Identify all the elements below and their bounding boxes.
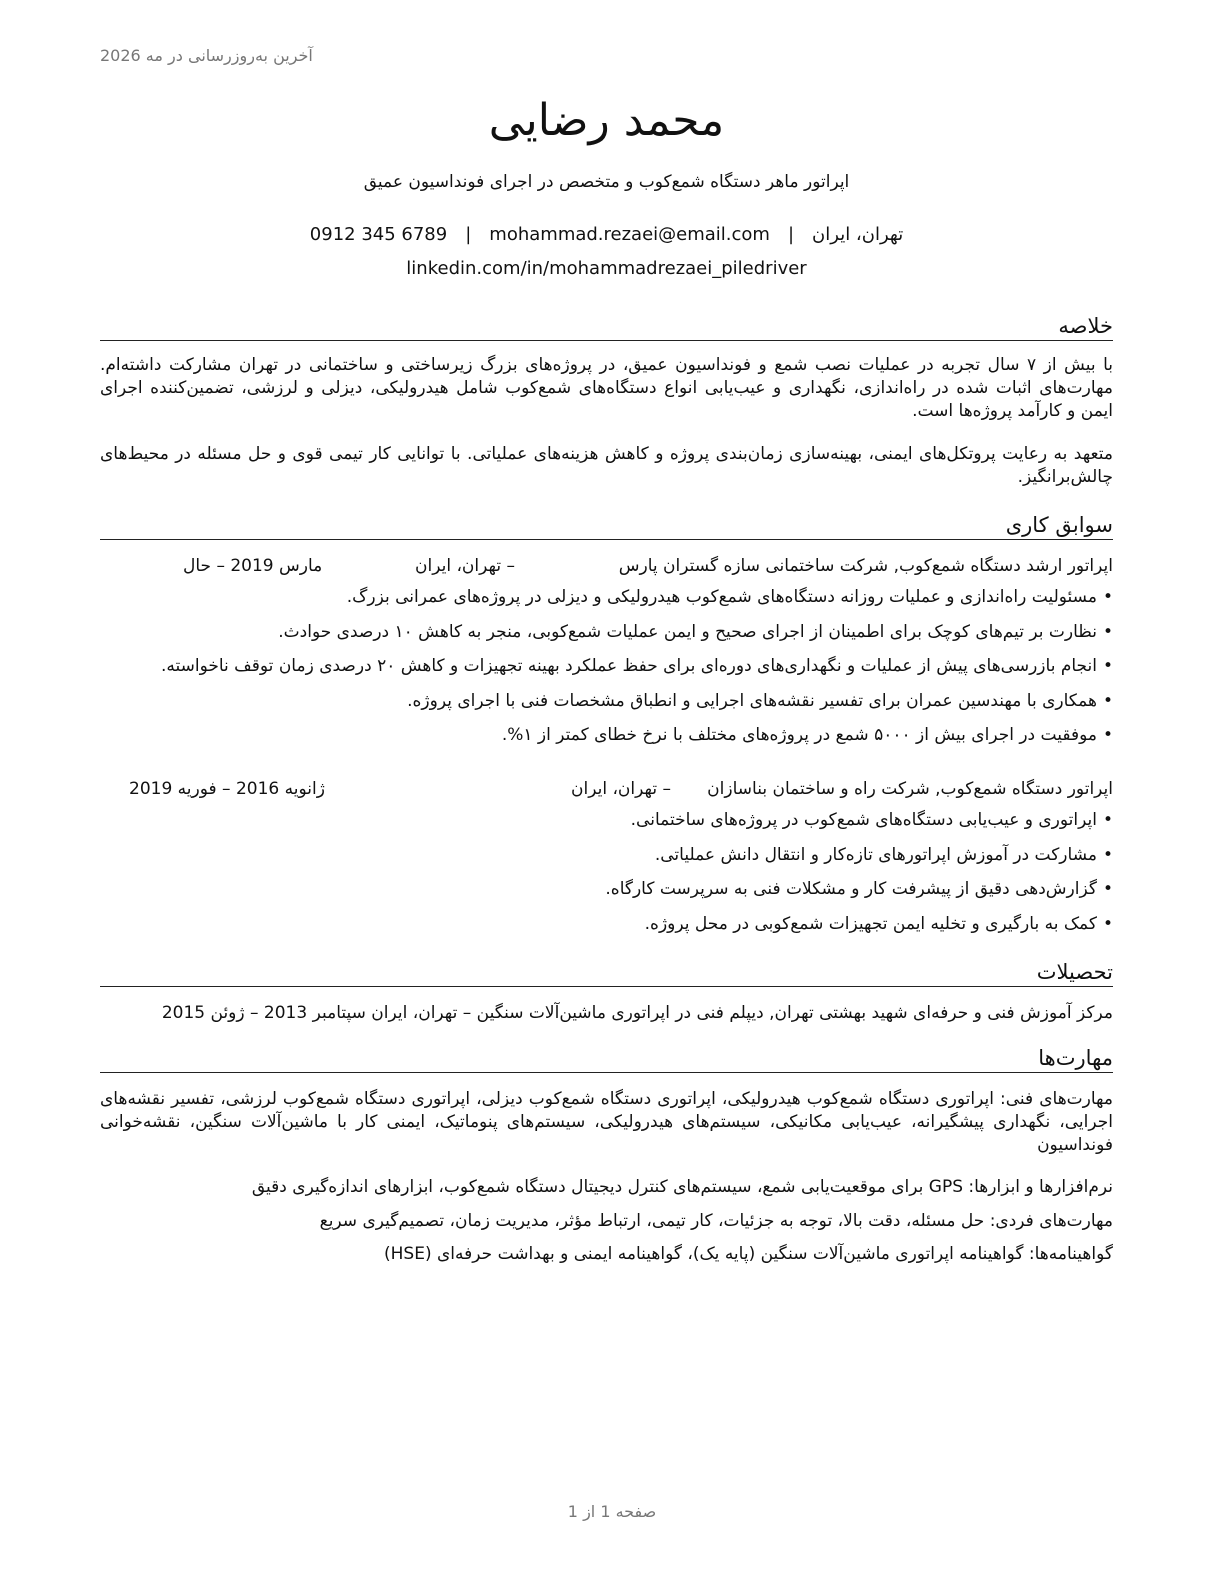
job-location: – تهران، ایران	[415, 556, 515, 576]
list-item: • کمک به بارگیری و تخلیه ایمن تجهیزات شمع‌کوبی در محل پروژه.	[90, 912, 1113, 947]
education-entry: مرکز آموزش فنی و حرفه‌ای شهید بهشتی تهران, دیپلم فنی در اپراتوری ماشین‌آلات سنگین – تهران، ایران سپتامبر 2013 – ژوئن 2015	[161, 1003, 1113, 1023]
contact-location: تهران، ایران	[812, 224, 904, 245]
candidate-name: محمد رضایی	[488, 95, 725, 146]
contact-linkedin[interactable]: linkedin.com/in/mohammadrezaei_piledriver	[406, 258, 807, 279]
summary-paragraph: متعهد به رعایت پروتکل‌های ایمنی، بهینه‌سازی زمان‌بندی پروژه و کاهش هزینه‌های عملیاتی. با توانایی کار تیمی قوی و حل مسئله در محیط‌های چالش‌برانگیز.	[100, 444, 1113, 487]
contact-separator: |	[787, 224, 795, 245]
resume-page	[100, 0, 1113, 1584]
job-header	[100, 554, 1113, 578]
skill-item: مهارت‌های فردی: حل مسئله، دقت بالا، توجه به جزئیات، کار تیمی، ارتباط مؤثر، مدیریت زمان، تصمیم‌گیری سریع	[319, 1211, 1113, 1231]
page-number: صفحه 1 از 1	[567, 1502, 657, 1521]
list-item: • گزارش‌دهی دقیق از پیشرفت کار و مشکلات فنی به سرپرست کارگاه.	[90, 877, 1113, 912]
job-dates: مارس 2019 – حال	[183, 556, 323, 576]
skill-item: نرم‌افزارها و ابزارها: GPS برای موقعیت‌یابی شمع، سیستم‌های کنترل دیجیتال دستگاه شمع‌کوب، ابزارهای اندازه‌گیری دقیق	[251, 1177, 1113, 1197]
contact-phone: 0912 345 6789	[309, 224, 448, 245]
list-item: • اپراتوری و عیب‌یابی دستگاه‌های شمع‌کوب در پروژه‌های ساختمانی.	[90, 808, 1113, 843]
contact-separator: |	[465, 224, 472, 245]
skill-item: گواهینامه‌ها: گواهینامه اپراتوری ماشین‌آلات سنگین (پایه یک)، گواهینامه ایمنی و بهداشت حرفه‌ای (HSE)	[384, 1244, 1113, 1264]
job-location: – تهران، ایران	[571, 779, 671, 799]
job-bullets	[90, 585, 1113, 758]
list-item: • همکاری با مهندسین عمران برای تفسیر نقشه‌های اجرایی و انطباق مشخصات فنی با اجرای پروژه.	[90, 689, 1113, 724]
contact-email[interactable]: mohammad.rezaei@email.com	[489, 224, 770, 245]
section-title-education: تحصیلات	[100, 958, 1113, 987]
list-item: • مسئولیت راه‌اندازی و عملیات روزانه دستگاه‌های شمع‌کوب هیدرولیکی و دیزلی در پروژه‌های عمرانی بزرگ.	[90, 585, 1113, 620]
list-item: • مشارکت در آموزش اپراتورهای تازه‌کار و انتقال دانش عملیاتی.	[90, 843, 1113, 878]
summary-paragraph: با بیش از ۷ سال تجربه در عملیات نصب شمع و فونداسیون عمیق، در پروژه‌های بزرگ زیرساختی و ساختمانی در تهران مشارکت داشته‌ام. مهارت‌های اثبات شده در راه‌اندازی، نگهداری و عیب‌یابی انواع دستگاه‌های شمع‌کوب شامل هیدرولیکی، دیزلی و لرزشی، تضمین‌کننده اجرای ایمن و کارآمد پروژه‌ها است.	[100, 355, 1114, 421]
last-updated: آخرین به‌روزرسانی در مه 2026	[100, 46, 313, 65]
candidate-tagline: اپراتور ماهر دستگاه شمع‌کوب و متخصص در اجرای فونداسیون عمیق	[363, 172, 850, 192]
job-role: اپراتور ارشد دستگاه شمع‌کوب, شرکت ساختمانی سازه گستران پارس	[618, 556, 1113, 576]
section-title-summary: خلاصه	[100, 312, 1113, 341]
skill-item: مهارت‌های فنی: اپراتوری دستگاه شمع‌کوب هیدرولیکی، اپراتوری دستگاه شمع‌کوب دیزلی، اپراتوری دستگاه شمع‌کوب لرزشی، تفسیر نقشه‌های اجرایی، نگهداری پیشگیرانه، عیب‌یابی مکانیکی، سیستم‌های هیدرولیکی، سیستم‌های پنوماتیک، ایمنی کار با ماشین‌آلات سنگین، نقشه‌خوانی فونداسیون	[100, 1089, 1113, 1155]
job-role: اپراتور دستگاه شمع‌کوب, شرکت راه و ساختمان بناسازان	[707, 779, 1113, 799]
job-bullets	[90, 808, 1113, 946]
contact-line	[100, 222, 1113, 248]
list-item: • انجام بازرسی‌های پیش از عملیات و نگهداری‌های دوره‌ای برای حفظ عملکرد بهینه تجهیزات و کاهش ۲۰ درصدی زمان توقف ناخواسته.	[90, 654, 1113, 689]
section-title-skills: مهارت‌ها	[100, 1044, 1113, 1073]
section-title-experience: سوابق کاری	[100, 511, 1113, 540]
job-header	[100, 777, 1113, 801]
list-item: • نظارت بر تیم‌های کوچک برای اطمینان از اجرای صحیح و ایمن عملیات شمع‌کوبی، منجر به کاهش ۱۰ درصدی حوادث.	[90, 620, 1113, 655]
list-item: • موفقیت در اجرای بیش از ۵۰۰۰ شمع در پروژه‌های مختلف با نرخ خطای کمتر از ۱%.	[90, 723, 1113, 758]
job-dates: ژانویه 2016 – فوریه 2019	[129, 779, 325, 799]
